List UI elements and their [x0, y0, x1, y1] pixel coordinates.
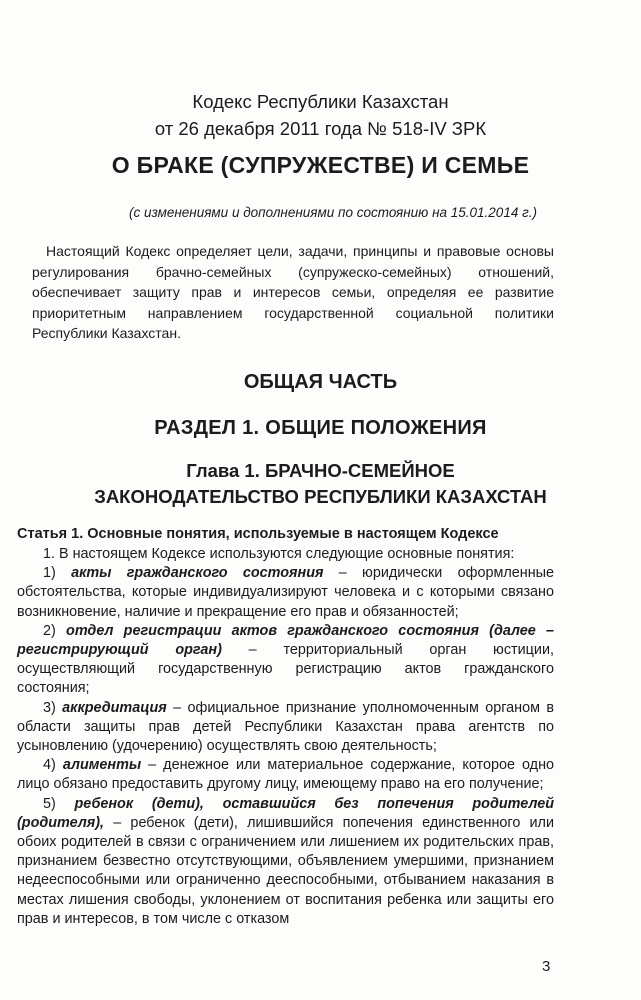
- preamble: Настоящий Кодекс определяет цели, задачи, принципы и правовые основы регулирования брачно-семейных (супружеско-семейных) отношений, обеспечивает защиту прав и интересов семьи, определяя ее развитие приоритетным направлением государственной социальной политики Республики Казахстан.: [32, 243, 554, 341]
- defined-term: алименты: [62, 757, 142, 774]
- definition-item: [17, 795, 554, 929]
- definition-item: [17, 564, 554, 622]
- page-number: 3: [542, 958, 551, 975]
- item-number: 5): [43, 795, 56, 812]
- document-title: О БРАКЕ (СУПРУЖЕСТВЕ) И СЕМЬЕ: [111, 152, 530, 178]
- item-number: 1): [43, 565, 56, 582]
- code-date-number: от 26 декабря 2011 года № 518-IV ЗРК: [154, 118, 487, 139]
- amendments-note: (с изменениями и дополнениями по состоянию на 15.01.2014 г.): [128, 205, 537, 220]
- chapter-heading: [0, 458, 641, 510]
- definition-text: – ребенок (дети), лишившийся попечения единственного или обоих родителей в связи с ограничением или лишением их родительских прав, признанием безвестно отсутствующими, объявлением умершими, признанием недееспособными или ограниченно дееспособными, отбыванием наказания в местах лишения свободы, уклонением от воспитания ребенка или защиты его прав и интересов, в том числе с отказом: [17, 814, 554, 927]
- definition-text: – территориальный орган юстиции, осуществляющий государственную регистрацию актов гражданского состояния;: [17, 642, 554, 697]
- defined-term: ребенок (дети), оставшийся без попечения родителей (родителя),: [17, 795, 554, 831]
- definition-text: – юридически оформленные обстоятельства, которые индивидуализируют человека и с которыми связано возникновение, наличие и прекращение его прав и обязанностей;: [17, 565, 555, 620]
- code-header: [0, 88, 641, 142]
- definition-text: – денежное или материальное содержание, которое одно лицо обязано предоставить другому лицу, имеющему право на его получение;: [17, 757, 555, 793]
- definition-item: [17, 756, 554, 794]
- item-number: 3): [43, 699, 56, 716]
- chapter-title-line1: Глава 1. БРАЧНО-СЕМЕЙНОЕ: [186, 460, 455, 481]
- definition-text: – официальное признание уполномоченным органом в области защиты прав детей Республики Казахстан права агентств по усыновлению (удочерению) осуществлять свою деятельность;: [17, 699, 555, 755]
- article-title: Статья 1. Основные понятия, используемые в настоящем Кодексе: [17, 526, 499, 542]
- general-part-heading: ОБЩАЯ ЧАСТЬ: [243, 371, 398, 393]
- item-number: 2): [43, 622, 56, 639]
- defined-term: аккредитация: [62, 699, 167, 716]
- defined-term: акты гражданского состояния: [71, 565, 324, 582]
- article-body: [17, 545, 554, 929]
- definition-item: [17, 622, 554, 699]
- chapter-title-line2: ЗАКОНОДАТЕЛЬСТВО РЕСПУБЛИКИ КАЗАХСТАН: [94, 486, 547, 507]
- defined-term: отдел регистрации актов гражданского состояния (далее – регистрирующий орган): [17, 622, 555, 659]
- article-intro: 1. В настоящем Кодексе используются следующие основные понятия:: [43, 546, 515, 562]
- code-name: Кодекс Республики Казахстан: [192, 91, 449, 112]
- item-number: 4): [43, 757, 56, 774]
- definition-item: [17, 699, 554, 757]
- section-heading: РАЗДЕЛ 1. ОБЩИЕ ПОЛОЖЕНИЯ: [154, 417, 487, 439]
